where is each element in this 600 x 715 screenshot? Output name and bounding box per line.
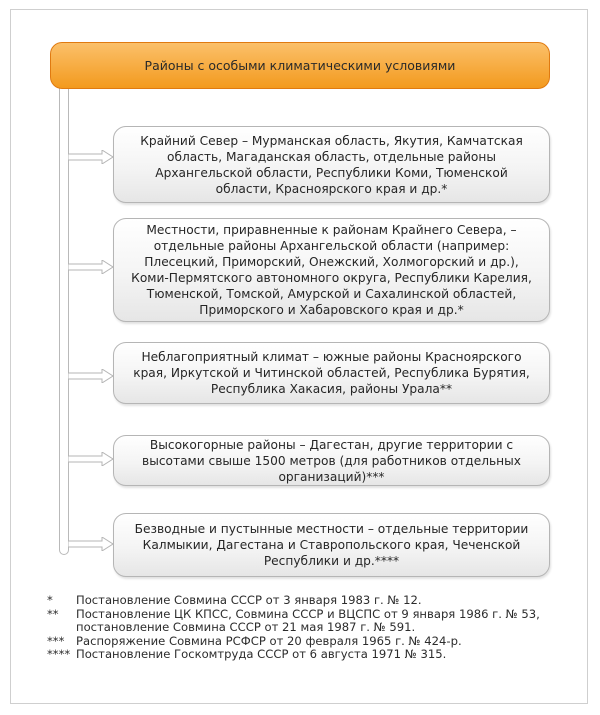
footnote-mark: **** bbox=[47, 647, 71, 661]
diagram-header bbox=[50, 42, 550, 89]
region-box-text: Местности, приравненные к районам Крайнего Севера, – отдельные районы Архангельской области (например: Плесецкий, Приморский, Онежский, Холмогорский и др.), Коми-Пермятского автономного округа, Республики Карелия, Тюменской, Томской, Амурской и Сахалинской областей, Приморского и Хабаровского края и др.* bbox=[131, 223, 532, 317]
footnote bbox=[47, 648, 567, 662]
footnote-text: Постановление ЦК КПСС, Совмина СССР и ВЦСПС от 9 января 1986 г. № 53, постановление Совмина СССР от 21 мая 1987 г. № 591. bbox=[76, 606, 540, 634]
region-box-text: Крайний Север – Мурманская область, Якутия, Камчатская область, Магаданская область, отдельные районы Архангельской области, Республики Коми, Тюменской области, Красноярского края и др.* bbox=[140, 133, 523, 196]
footnote-text: Постановление Совмина СССР от 3 января 1983 г. № 12. bbox=[76, 593, 422, 607]
footnote-text: Распоряжение Совмина РСФСР от 20 февраля 1965 г. № 424-р. bbox=[76, 633, 462, 648]
footnote bbox=[47, 594, 567, 608]
region-box-text: Высокогорные районы – Дагестан, другие территории с высотами свыше 1500 метров (для работников отдельных организаций)*** bbox=[142, 437, 521, 484]
arrow-to-box-2 bbox=[68, 260, 114, 274]
arrow-to-box-4 bbox=[68, 452, 114, 466]
footnote-mark: ** bbox=[47, 606, 59, 621]
region-box-text: Безводные и пустынные местности – отдельные территории Калмыкии, Дагестана и Ставропольского края, Чеченской Республики и др.**** bbox=[134, 522, 529, 568]
region-box-equated-areas bbox=[113, 218, 550, 322]
region-box-highlands bbox=[113, 435, 550, 486]
footnotes bbox=[47, 594, 567, 662]
footnote-mark: * bbox=[47, 593, 53, 607]
footnote bbox=[47, 635, 567, 649]
footnote-mark: *** bbox=[47, 633, 65, 648]
header-title: Районы с особыми климатическими условиями bbox=[144, 58, 456, 73]
arrow-to-box-5 bbox=[68, 537, 114, 551]
region-box-far-north bbox=[113, 126, 550, 203]
region-box-text: Неблагоприятный климат – южные районы Красноярского края, Иркутской и Читинской областей, Республика Бурятия, Республика Хакасия, районы Урала** bbox=[133, 350, 530, 396]
arrow-to-box-1 bbox=[68, 150, 114, 164]
connector-trunk bbox=[59, 100, 69, 555]
region-box-unfavorable-climate bbox=[113, 342, 550, 404]
footnote-text: Постановление Госкомтруда СССР от 6 августа 1971 № 315. bbox=[76, 647, 447, 661]
footnote bbox=[47, 608, 567, 635]
arrow-to-box-3 bbox=[68, 369, 114, 383]
region-box-deserts bbox=[113, 513, 550, 577]
